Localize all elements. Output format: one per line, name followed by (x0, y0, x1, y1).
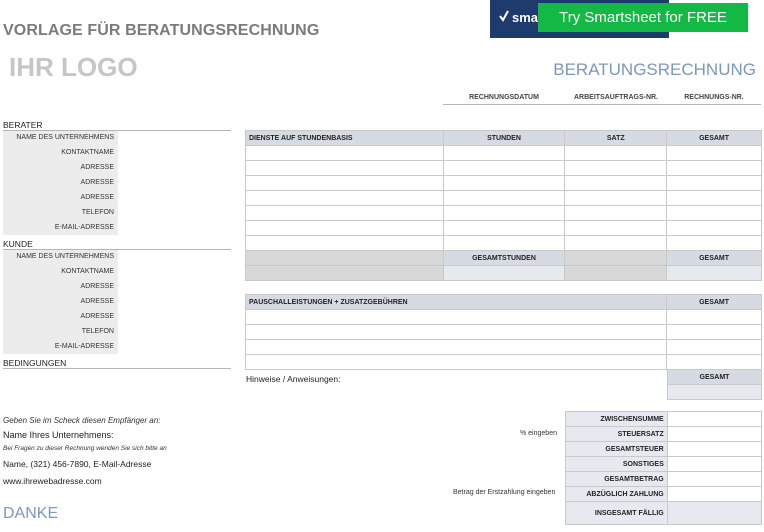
summary-table (565, 411, 762, 525)
consultant-address-label: ADRESSE (80, 179, 114, 186)
hours-total-cell (667, 266, 762, 281)
consultant-email-label: E-MAIL-ADRESSE (54, 224, 114, 231)
table-row[interactable] (246, 146, 762, 161)
table-row[interactable] (246, 236, 762, 251)
services-header: DIENSTE AUF STUNDENBASIS (246, 131, 444, 146)
tax-rate-cell[interactable] (667, 427, 761, 442)
client-address-label: ADRESSE (80, 283, 114, 290)
try-smartsheet-button[interactable]: Try Smartsheet for FREE (538, 3, 748, 32)
hours-header: STUNDEN (443, 131, 565, 146)
client-contact-label: KONTAKTNAME (61, 268, 114, 275)
smartsheet-brand (499, 10, 538, 25)
client-address-label: ADRESSE (80, 313, 114, 320)
client-address-label: ADRESSE (80, 298, 114, 305)
client-phone-label: TELEFON (81, 328, 114, 335)
brand-text: sma (512, 10, 539, 25)
page-title: VORLAGE FÜR BERATUNGSRECHNUNG (3, 22, 320, 39)
consultant-contact-label: KONTAKTNAME (61, 149, 114, 156)
contact-text: Name, (321) 456-7890, E-Mail-Adresse (3, 459, 152, 469)
total-hours-cell (443, 266, 565, 281)
flat-grand-total-header: GESAMT (668, 370, 762, 385)
table-header-row (246, 295, 762, 310)
less-payment-label: ABZÜGLICH ZAHLUNG (566, 487, 668, 502)
terms-section-label: BEDINGUNGEN (3, 358, 67, 368)
table-row[interactable] (246, 161, 762, 176)
client-company-label: NAME DES UNTERNEHMENS (16, 253, 114, 260)
deposit-hint: Betrag der Erstzahlung eingeben (453, 489, 556, 496)
table-row[interactable] (246, 206, 762, 221)
client-section-label: KUNDE (3, 239, 33, 249)
total-tax-label: GESAMTSTEUER (566, 442, 668, 457)
thank-you-text: DANKE (3, 505, 59, 522)
meta-divider (443, 104, 761, 105)
subtotal-label: ZWISCHENSUMME (566, 412, 668, 427)
subtotal-cell (667, 412, 761, 427)
logo-placeholder: IHR LOGO (9, 52, 138, 82)
invoice-date-label: RECHNUNGSDATUM (469, 94, 539, 101)
total-header: GESAMT (667, 131, 762, 146)
consultant-address-label: ADRESSE (80, 194, 114, 201)
table-row[interactable] (246, 176, 762, 191)
hourly-services-table (245, 130, 762, 281)
client-value-column[interactable] (118, 250, 231, 354)
table-row[interactable] (246, 191, 762, 206)
tax-rate-label: STEUERSATZ (566, 427, 668, 442)
less-payment-cell[interactable] (667, 487, 761, 502)
questions-text: Bei Fragen zu dieser Rechnung wenden Sie sich bitte an (3, 445, 167, 452)
flat-total-header: GESAMT (667, 295, 762, 310)
grand-total-cell (667, 472, 761, 487)
table-row[interactable] (246, 310, 762, 325)
table-header-row (246, 131, 762, 146)
total-due-label: INSGESAMT FÄLLIG (566, 502, 668, 525)
work-order-label: ARBEITSAUFTRAGS-NR. (574, 94, 658, 101)
company-name-text: Name Ihres Unternehmens: (3, 430, 114, 440)
flat-total-box (667, 369, 762, 400)
invoice-number-label: RECHNUNGS-NR. (684, 94, 744, 101)
terms-rule (3, 368, 231, 369)
table-row[interactable] (246, 325, 762, 340)
table-row[interactable] (246, 221, 762, 236)
total-hours-header: GESAMTSTUNDEN (443, 251, 565, 266)
flat-fees-table (245, 294, 762, 370)
table-row[interactable] (246, 340, 762, 355)
check-payee-text: Geben Sie im Scheck diesen Empfänger an: (3, 416, 161, 425)
client-email-label: E-MAIL-ADRESSE (54, 343, 114, 350)
checkmark-icon (499, 10, 509, 22)
consultant-phone-label: TELEFON (81, 209, 114, 216)
table-row[interactable] (246, 355, 762, 370)
flat-fees-header: PAUSCHALLEISTUNGEN + ZUSATZGEBÜHREN (246, 295, 667, 310)
flat-grand-total-cell (668, 385, 762, 400)
notes-label: Hinweise / Anweisungen: (246, 374, 341, 384)
website-link[interactable]: www.ihrewebadresse.com (3, 476, 102, 486)
totals-row (246, 266, 762, 281)
other-cell[interactable] (667, 457, 761, 472)
invoice-heading: BERATUNGSRECHNUNG (553, 60, 756, 79)
total-due-cell (667, 502, 761, 525)
totals-header-row (246, 251, 762, 266)
other-label: SONSTIGES (566, 457, 668, 472)
rate-header: SATZ (565, 131, 667, 146)
consultant-company-label: NAME DES UNTERNEHMENS (16, 134, 114, 141)
total-tax-cell (667, 442, 761, 457)
grand-total-label: GESAMTBETRAG (566, 472, 668, 487)
consultant-address-label: ADRESSE (80, 164, 114, 171)
percent-hint: % eingeben (520, 430, 557, 437)
hours-total-header: GESAMT (667, 251, 762, 266)
consultant-value-column[interactable] (118, 131, 231, 235)
consultant-section-label: BERATER (3, 120, 43, 130)
